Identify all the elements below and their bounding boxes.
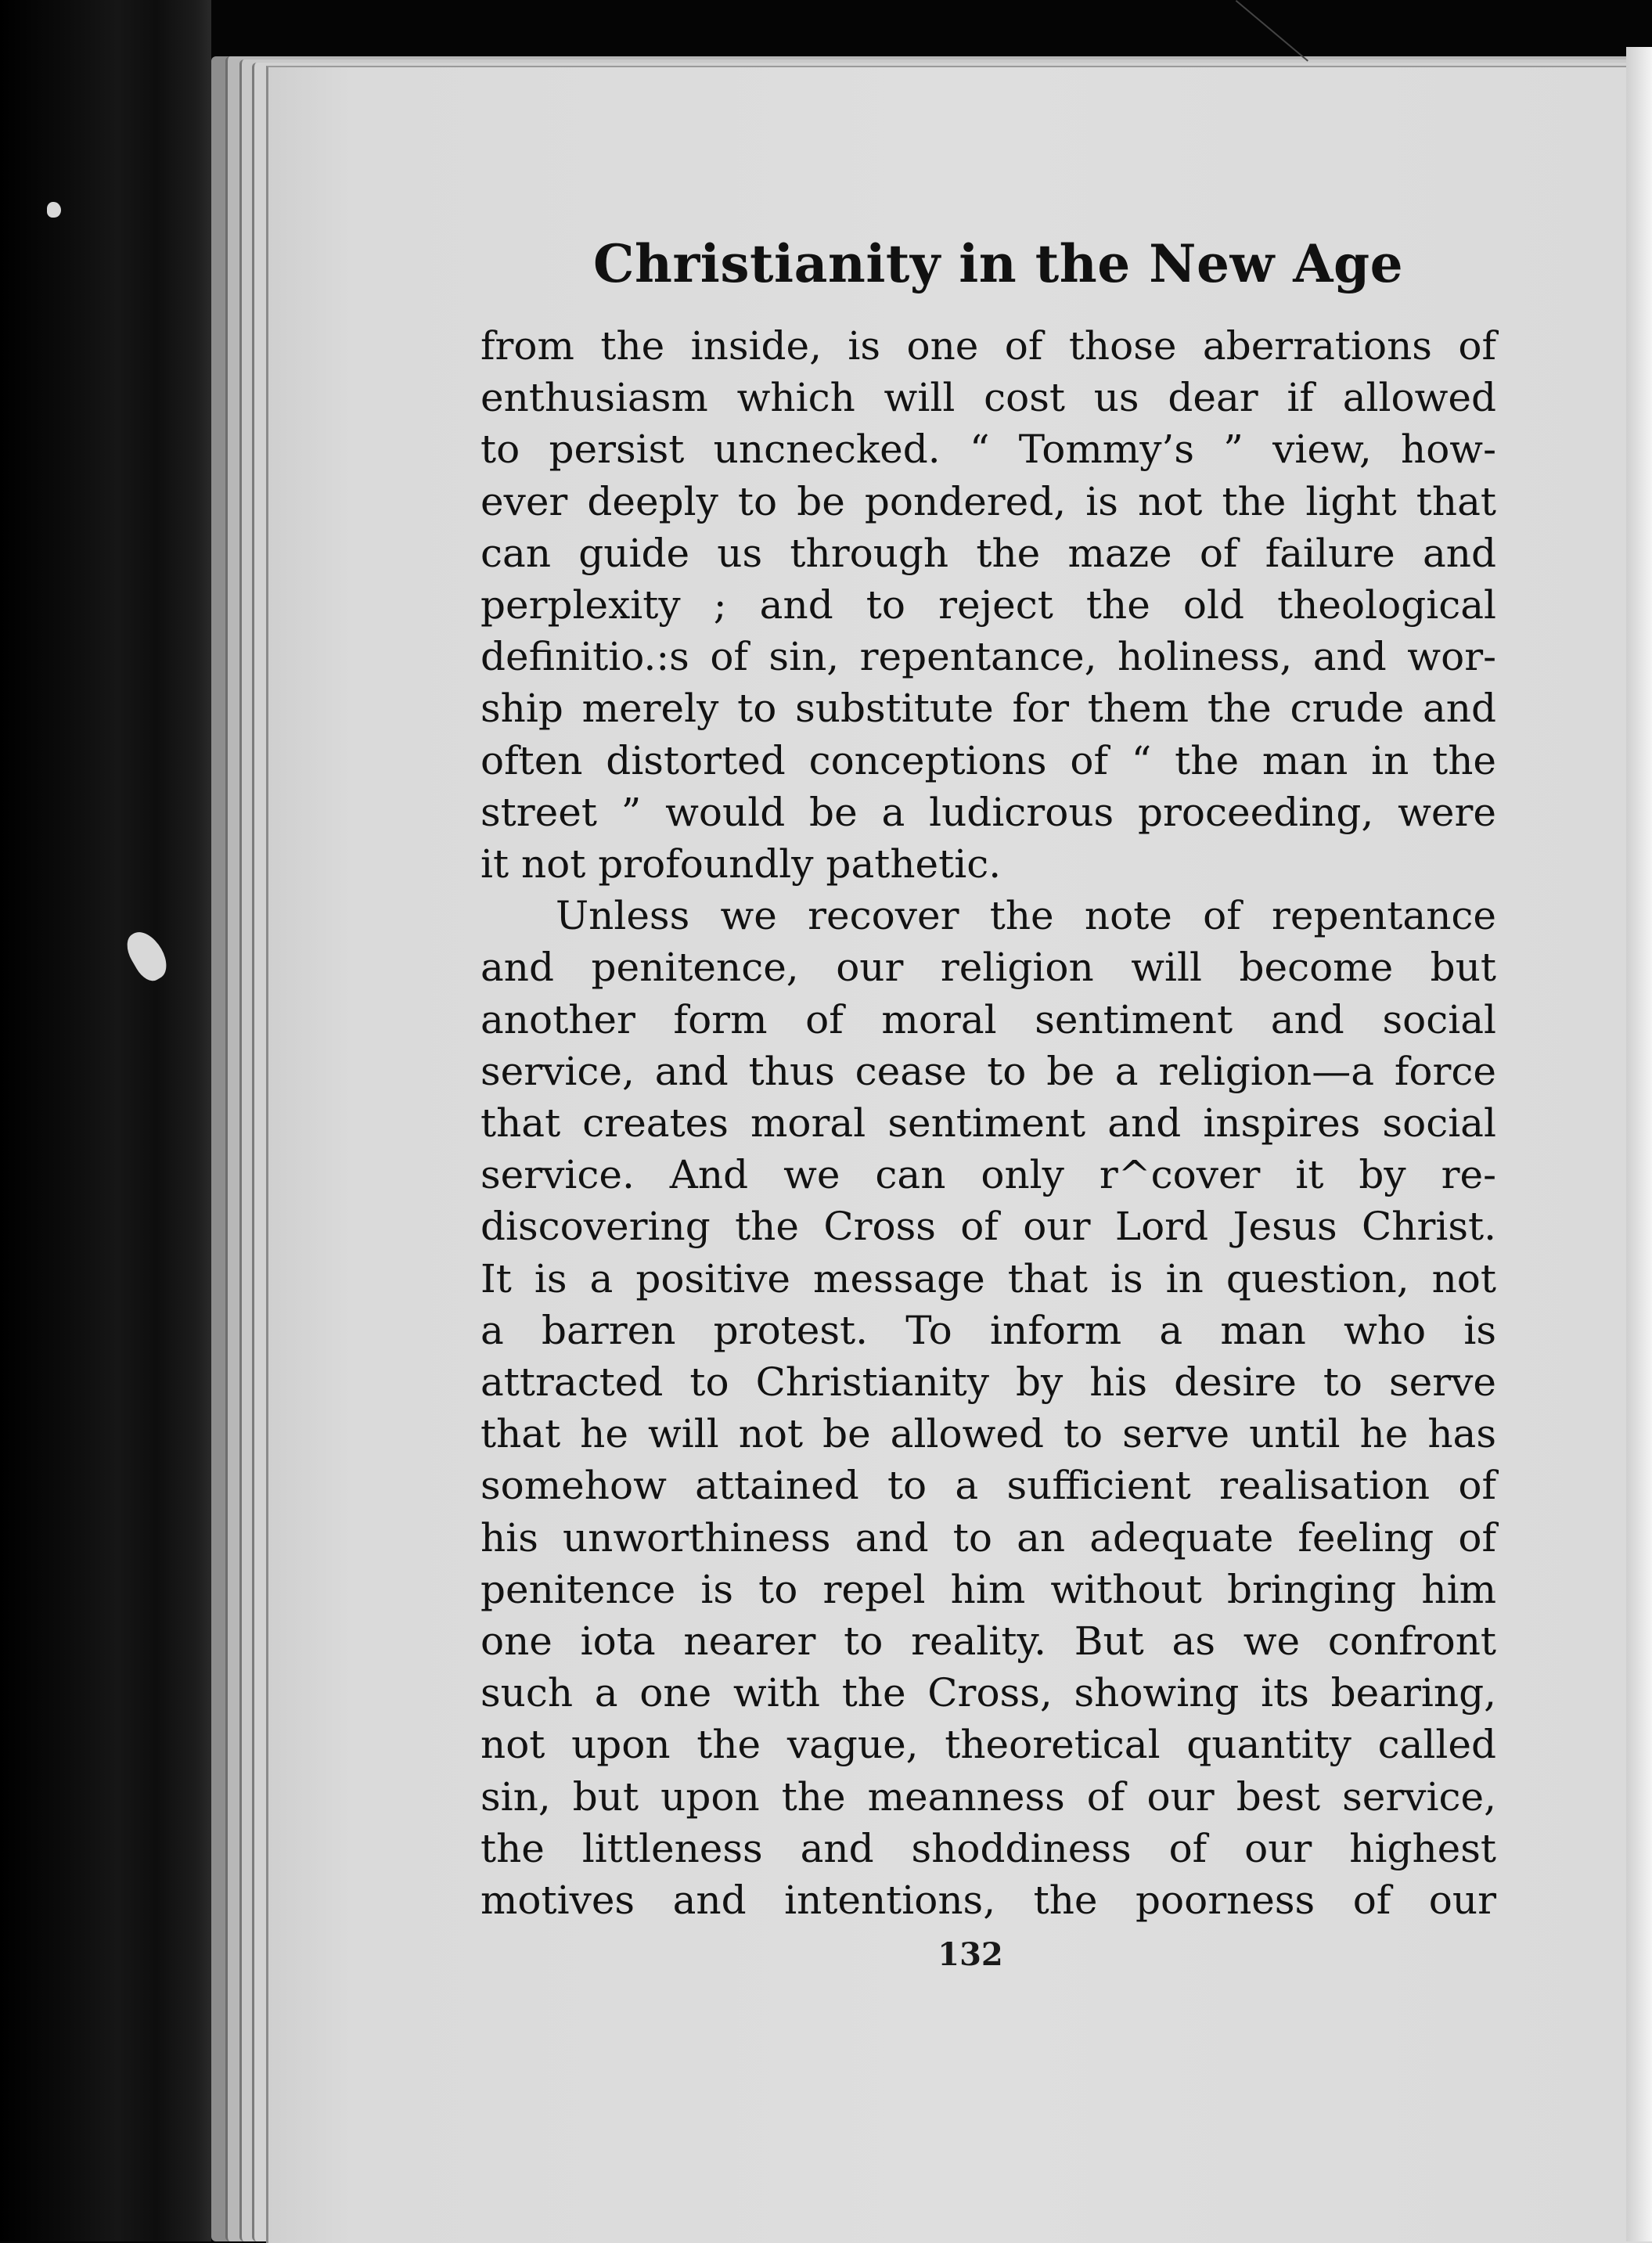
text-line: somehow attained to a sufficient realisation of <box>480 1463 1496 1509</box>
text-line: from the inside, is one of those aberrations of <box>480 323 1496 369</box>
text-line: his unworthiness and to an adequate feeling of <box>480 1514 1496 1561</box>
text-line: often distorted conceptions of “ the man in the <box>480 737 1496 783</box>
running-title: Christianity in the New Age <box>593 233 1404 294</box>
text-line: such a one with the Cross, showing its bearing, <box>480 1670 1496 1716</box>
text-line: that creates moral sentiment and inspires social <box>480 1100 1496 1147</box>
text-line: sin, but upon the meanness of our best service, <box>480 1773 1496 1820</box>
text-line: perplexity ; and to reject the old theological <box>480 582 1496 628</box>
body-text <box>480 320 1496 1926</box>
paragraph-start-line: Unless we recover the note of repentance <box>556 893 1496 939</box>
scan-speck <box>47 202 61 218</box>
text-line: attracted to Christianity by his desire to serve <box>480 1359 1496 1406</box>
text-line: It is a positive message that is in question, not <box>480 1255 1496 1302</box>
text-line: another form of moral sentiment and social <box>480 996 1496 1042</box>
scan-margin <box>0 0 211 2241</box>
text-line: and penitence, our religion will become but <box>480 945 1496 991</box>
page-number: 132 <box>938 1936 1003 1973</box>
text-line: not upon the vague, theoretical quantity called <box>480 1722 1496 1768</box>
text-line: service. And we can only r^cover it by re- <box>480 1152 1496 1198</box>
text-line: to persist uncnecked. “ Tommy’s ” view, how- <box>480 427 1496 473</box>
text-line: that he will not be allowed to serve until he has <box>480 1411 1496 1457</box>
text-line: penitence is to repel him without bringing him <box>480 1566 1496 1612</box>
text-line: definitio.:s of sin, repentance, holiness, and wor- <box>480 634 1496 680</box>
text-line: discovering the Cross of our Lord Jesus Christ. <box>480 1204 1496 1250</box>
text-line: can guide us through the maze of failure and <box>480 530 1496 576</box>
text-line: one iota nearer to reality. But as we confront <box>480 1618 1496 1665</box>
page-right-edge <box>1626 47 1652 2241</box>
text-line: street ” would be a ludicrous proceeding, were <box>480 789 1496 835</box>
text-line: enthusiasm which will cost us dear if allowed <box>480 375 1496 421</box>
text-line: service, and thus cease to be a religion—a force <box>480 1048 1496 1094</box>
scan-corner-line <box>1236 0 1308 62</box>
text-line: ship merely to substitute for them the crude and <box>480 686 1496 732</box>
paragraph-end-line: it not profoundly pathetic. <box>480 841 1002 887</box>
text-line: motives and intentions, the poorness of our <box>480 1878 1496 1924</box>
text-line: ever deeply to be pondered, is not the light that <box>480 478 1496 524</box>
text-line: the littleness and shoddiness of our highest <box>480 1825 1496 1871</box>
text-line: a barren protest. To inform a man who is <box>480 1307 1496 1353</box>
